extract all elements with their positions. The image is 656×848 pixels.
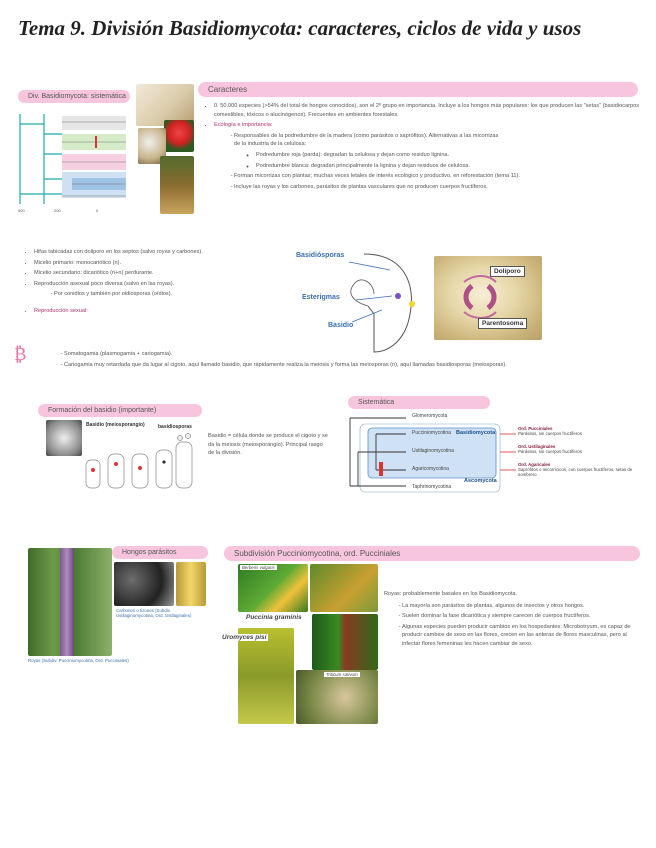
hifas-l1: • Hifas tabicadas con doliporo en los septos (salvo royas y carbones). [34,248,286,257]
formacion-diagram-title: Basidio (meiosporangio) [86,422,145,428]
doliporo-label: Doliporo [490,266,525,277]
taxon-3: Agaricomycotina [412,466,449,472]
page-title: Tema 9. División Basidiomycota: caracteres, ciclos de vida y usos [18,16,582,40]
hongos-caption-1: Carbones o tizones (Subdiv. Ustilaginomycotina, Ord. Ustilaginales) [116,608,192,618]
sistematica-tree [346,412,636,494]
hifas-l6: • Reproducción sexual: [34,307,286,316]
svg-text:400: 400 [18,208,25,213]
amanita-photo [164,120,194,152]
caracteres-header: Caracteres [198,82,638,97]
phylogeny-tree [14,84,134,216]
reproduccion-list [52,350,642,371]
basidio-diagram [294,244,426,354]
caracteres-p6: - Forman micorrizas con plantas; muchas veces letales de interés ecológico y productivo, en reforestación (tema 11). [234,172,640,181]
hifas-l7: - Somatogamia (plasmogamia + cariogamia). [64,350,642,359]
subdivision-collage [222,564,378,724]
caracteres-text [204,102,640,193]
caracteres-p4: ◦ Podredumbre roja (parda): degradan la celulosa y dejan como residuo lignina. [256,151,640,160]
parentosoma-label: Parentosoma [478,318,527,329]
formacion-diagram [46,420,196,496]
taxon-4: Taphrinomycotina [412,484,452,490]
basidio-micrograph [46,420,82,456]
reproduction-icon: ₿ [14,344,27,364]
caracteres-p3: Responsables de la podredumbre de la madera (como parásitos o saprófitos). Alternativas a las micorrizas [234,132,499,139]
subdivision-b3: - Algunas especies pueden producir cambios en los hospedantes: Microbotryum, es capaz de producir cambios de sexo en las flores, crecen en las anteras de flores masculinas, pero al infectar flores femeninas les hacen cambiar de sexo. [402,623,640,649]
subdivision-b1: - La mayoría son parásitos de plantas, algunos de insectos y otros hongos. [402,602,640,611]
taxon-2: Ustilaginomycotina [412,448,454,454]
order-0 [518,426,634,436]
doliporo-micrograph [434,256,542,340]
hongos-header: Hongos parásitos [112,546,208,559]
img-label-puccinia: Puccinia graminis [246,614,302,621]
basidiosporas-label: Basidiósporas [296,252,345,259]
roya-stem-photo [28,548,112,656]
caracteres-p3b: de la industria de la celulosa: [234,141,307,148]
img-label-berberis: Berberis vulgaris [242,565,275,570]
diagram-header: Div. Basidiomycota: sistemática [18,90,130,103]
uromyces-photo [238,628,294,724]
group-basidiomycota: Basidiomycota [456,430,496,436]
svg-text:200: 200 [54,208,61,213]
order-0-name: Ord. Pucciniales [518,426,553,431]
subdivision-intro: Royas: probablemente basales en los Basidiomycota. [384,591,518,597]
hifas-l2: • Micelio primario: monocariótico (n). [34,259,286,268]
caracteres-p7: - Incluye las royas y los carbones, parásitos de plantas vasculares que no producen cuerpos fructíferos. [234,183,640,192]
taxon-0: Glomeromycota [412,413,448,419]
hifas-list [24,248,286,318]
hongos-caption-2: Royas (Subdiv. Pucciniomycotina, Ord. Pucciniales) [28,658,129,663]
caracteres-p5: ◦ Podredumbre blanca: degradan principalmente la lignina y dejan residuos de celulosa. [256,162,640,171]
img-label-triticum: Triticum sativum [326,672,358,677]
caracteres-p2: • Ecología e importancia: [214,121,640,130]
wheat-rust-photo [312,614,378,670]
corn-smut-photo [176,562,206,606]
group-ascomycota: Ascomycota [464,478,497,484]
img-label-uromyces: Uromyces pisi [222,634,267,641]
esterigmas-label: Esterigmas [302,294,340,301]
formacion-text: Basidio = célula donde se produce el cigoto y se da la meiosis (meiosporangio). Principal rasgo de la división. [208,433,328,457]
systematics-diagram [14,84,134,216]
hifas-l3: • Micelio secundario: dicariótico (n+n) perdurante. [34,269,286,278]
sorus-photo [296,670,378,724]
subdivision-text [384,590,640,651]
bracket-fungus-photo [160,156,194,214]
order-1-name: Ord. Ustilaginales [518,444,556,449]
order-2-desc: Saprófitos o micorrícicos, con cuerpos fructíferos, setas de sombrero [518,467,633,477]
order-1 [518,444,634,454]
berberis-photo [238,564,308,612]
subdivision-b2: - Suelen dominar la fase dicariótica y siempre carecen de cuerpos fructíferos. [402,612,640,621]
formacion-header: Formación del basidio (importante) [38,404,202,417]
stem-band [60,548,74,656]
carbon-photo [114,562,174,606]
formacion-basidiosporas: basidiosporas [158,424,192,430]
svg-text:0: 0 [96,208,99,213]
order-2 [518,462,634,477]
order-2-name: Ord. Agaricales [518,462,551,467]
order-0-desc: Parásitos, sin cuerpos fructíferos [518,431,582,436]
hifas-l5: - Por conidios y también por oidiosporas (oídios). [54,290,286,299]
taxon-1: Pucciniomycotina [412,430,451,436]
basidio-label: Basidio [328,322,354,329]
hifas-l4: • Reproducción asexual poco diversa (salvo en las royas). [34,280,286,289]
order-1-desc: Parásitos, sin cuerpos fructíferos [518,449,582,454]
leaf-rust-photo [310,564,378,612]
caracteres-p1: • 0. 50.000 especies (>54% del total de hongos conocidos), son el 2º grupo en importancia. Incluye a los hongos más populares: los que producen las "setas" (basidiocarpos comestibles, tóxicos o alucinógenos). Frecuentes en ambientes forestales. [214,102,640,119]
hifas-l8: - Cariogamia muy retardada que da lugar al cigoto, aquí llamado basidio, que rápidamente realiza la meiosis y forma las meiosporas (n), aquí llamadas basidiosporas (meiosporas). [64,361,642,370]
subdivision-header: Subdivisión Pucciniomycotina, ord. Pucciniales [224,546,640,561]
sistematica-header: Sistemática [348,396,490,409]
